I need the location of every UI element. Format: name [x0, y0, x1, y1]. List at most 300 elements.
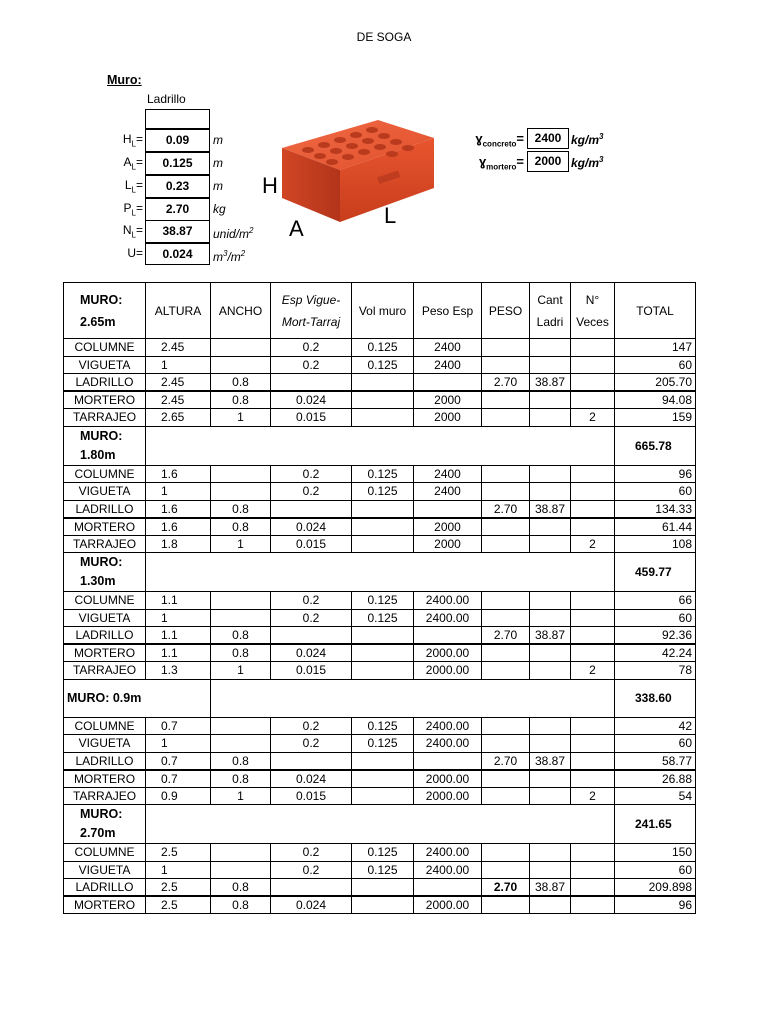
- table-cell: 2400: [414, 356, 482, 374]
- table-cell: 2: [571, 787, 615, 805]
- table-cell: [482, 409, 530, 427]
- table-cell: 0.8: [211, 644, 271, 662]
- table-cell: TARRAJEO: [64, 535, 146, 553]
- table-cell: [482, 717, 530, 735]
- header-peso: PESO: [482, 283, 530, 339]
- table-cell: [352, 644, 414, 662]
- table-cell: 0.8: [211, 770, 271, 788]
- ladrillo-label: Ladrillo: [147, 92, 186, 106]
- table-cell: 0.2: [271, 717, 352, 735]
- table-cell: [352, 627, 414, 645]
- table-cell: VIGUETA: [64, 735, 146, 753]
- table-cell: [571, 644, 615, 662]
- table-row: [64, 896, 696, 914]
- table-cell: 1: [146, 861, 211, 879]
- table-cell: 2400: [414, 483, 482, 501]
- section-header-row: [64, 805, 696, 844]
- table-cell: [352, 752, 414, 770]
- param-value: 0.23: [145, 175, 210, 198]
- table-cell: 2000: [414, 409, 482, 427]
- table-cell: [571, 356, 615, 374]
- table-cell: 2.70: [482, 374, 530, 392]
- table-cell: 134.33: [615, 500, 696, 518]
- table-cell: 0.125: [352, 465, 414, 483]
- table-cell: 2.5: [146, 844, 211, 862]
- table-cell: 2.45: [146, 339, 211, 357]
- table-row: [64, 844, 696, 862]
- table-cell: [571, 500, 615, 518]
- table-row: [64, 518, 696, 536]
- table-cell: 60: [615, 861, 696, 879]
- table-cell: 0.8: [211, 752, 271, 770]
- muro-label: Muro:: [107, 73, 142, 87]
- table-cell: VIGUETA: [64, 483, 146, 501]
- table-cell: 0.7: [146, 752, 211, 770]
- table-cell: [352, 896, 414, 914]
- table-cell: [414, 627, 482, 645]
- header-espesor: Esp Vigue-Mort-Tarraj: [271, 283, 352, 339]
- table-cell: 2.70: [482, 879, 530, 897]
- density-unit: $kg/m^3$: [571, 132, 604, 147]
- table-cell: 0.125: [352, 356, 414, 374]
- table-cell: [571, 752, 615, 770]
- table-cell: [571, 627, 615, 645]
- table-cell: LADRILLO: [64, 374, 146, 392]
- density-value: 2000: [527, 151, 569, 172]
- table-cell: 150: [615, 844, 696, 862]
- section-spacer: [146, 805, 615, 844]
- table-cell: [530, 592, 571, 610]
- table-cell: 2000.00: [414, 662, 482, 680]
- param-label: $L_L=$: [124, 178, 143, 195]
- table-cell: 38.87: [530, 500, 571, 518]
- table-cell: 2000: [414, 391, 482, 409]
- table-cell: 0.2: [271, 609, 352, 627]
- param-label: U=: [127, 246, 143, 260]
- table-cell: [414, 500, 482, 518]
- brick-dim-a: A: [289, 216, 304, 241]
- table-cell: [271, 752, 352, 770]
- table-cell: [211, 717, 271, 735]
- table-cell: [352, 518, 414, 536]
- param-label: $A_L=$: [123, 155, 143, 172]
- param-label: $H_L=$: [122, 132, 143, 149]
- table-cell: [530, 356, 571, 374]
- table-cell: 0.7: [146, 770, 211, 788]
- table-row: [64, 374, 696, 392]
- table-cell: [530, 662, 571, 680]
- table-cell: 2.70: [482, 500, 530, 518]
- table-cell: 42: [615, 717, 696, 735]
- table-cell: 1: [211, 535, 271, 553]
- table-row: [64, 644, 696, 662]
- header-muro: MURO: 2.65m: [64, 283, 146, 339]
- table-cell: 205.70: [615, 374, 696, 392]
- table-cell: 0.2: [271, 339, 352, 357]
- table-row: [64, 627, 696, 645]
- section-spacer: [146, 553, 615, 592]
- table-row: [64, 861, 696, 879]
- table-cell: 2400.00: [414, 592, 482, 610]
- table-cell: [211, 592, 271, 610]
- table-cell: [482, 356, 530, 374]
- table-cell: 60: [615, 356, 696, 374]
- table-cell: [414, 752, 482, 770]
- table-cell: 0.024: [271, 770, 352, 788]
- table-cell: 0.7: [146, 717, 211, 735]
- density-label: ɣ$_{concreto}$=: [475, 131, 524, 149]
- table-cell: [352, 662, 414, 680]
- param-value: 0.09: [145, 129, 210, 152]
- table-cell: [571, 879, 615, 897]
- table-cell: [271, 879, 352, 897]
- table-cell: 1.1: [146, 592, 211, 610]
- table-cell: VIGUETA: [64, 609, 146, 627]
- table-cell: [482, 483, 530, 501]
- table-cell: [482, 391, 530, 409]
- table-cell: 58.77: [615, 752, 696, 770]
- table-cell: [271, 627, 352, 645]
- table-cell: LADRILLO: [64, 752, 146, 770]
- table-cell: [482, 644, 530, 662]
- param-unit: m: [213, 156, 223, 170]
- section-label: MURO: 1.80m: [64, 426, 146, 465]
- table-cell: [482, 592, 530, 610]
- table-cell: MORTERO: [64, 896, 146, 914]
- section-header-row: [64, 553, 696, 592]
- table-cell: 0.125: [352, 717, 414, 735]
- table-cell: 61.44: [615, 518, 696, 536]
- table-cell: 26.88: [615, 770, 696, 788]
- table-cell: [482, 535, 530, 553]
- table-cell: 2: [571, 409, 615, 427]
- page-title: DE SOGA: [356, 30, 412, 44]
- table-cell: [352, 391, 414, 409]
- section-label: MURO: 2.70m: [64, 805, 146, 844]
- section-total: 665.78: [615, 426, 696, 465]
- table-cell: [352, 787, 414, 805]
- section-header-row: [64, 426, 696, 465]
- table-cell: [414, 879, 482, 897]
- param-unit: m: [213, 133, 223, 147]
- table-cell: 1: [146, 483, 211, 501]
- table-cell: 0.125: [352, 844, 414, 862]
- table-cell: 60: [615, 483, 696, 501]
- table-cell: 1.1: [146, 627, 211, 645]
- table-cell: 0.024: [271, 391, 352, 409]
- table-cell: COLUMNE: [64, 592, 146, 610]
- table-cell: 2.70: [482, 627, 530, 645]
- section-spacer: [211, 679, 615, 717]
- table-cell: 209.898: [615, 879, 696, 897]
- density-unit: $kg/m^3$: [571, 155, 604, 170]
- table-cell: 2400.00: [414, 844, 482, 862]
- brick-icon: [278, 118, 438, 228]
- table-cell: [530, 609, 571, 627]
- table-cell: 0.8: [211, 879, 271, 897]
- table-header: [64, 283, 696, 339]
- header-altura: ALTURA: [146, 283, 211, 339]
- table-cell: 2000: [414, 518, 482, 536]
- table-cell: [530, 896, 571, 914]
- param-unit: unid/$m^2$: [213, 226, 254, 241]
- table-cell: LADRILLO: [64, 500, 146, 518]
- table-cell: 1: [211, 662, 271, 680]
- table-row: [64, 465, 696, 483]
- table-cell: 1: [211, 409, 271, 427]
- table-cell: 94.08: [615, 391, 696, 409]
- table-cell: 1.3: [146, 662, 211, 680]
- table-cell: 1.6: [146, 465, 211, 483]
- table-cell: 108: [615, 535, 696, 553]
- table-cell: [571, 391, 615, 409]
- table-cell: [211, 356, 271, 374]
- table-cell: [530, 518, 571, 536]
- table-cell: [530, 465, 571, 483]
- table-cell: 38.87: [530, 752, 571, 770]
- table-cell: 0.2: [271, 465, 352, 483]
- density-label: ɣ$_{mortero}$=: [478, 154, 524, 172]
- table-cell: 0.2: [271, 483, 352, 501]
- table-cell: [211, 609, 271, 627]
- section-total: 338.60: [615, 679, 696, 717]
- table-cell: [211, 861, 271, 879]
- table-cell: [571, 465, 615, 483]
- table-row: [64, 391, 696, 409]
- table-cell: 2000.00: [414, 770, 482, 788]
- table-cell: 1: [146, 735, 211, 753]
- table-cell: MORTERO: [64, 391, 146, 409]
- table-cell: 0.8: [211, 374, 271, 392]
- table-cell: LADRILLO: [64, 879, 146, 897]
- table-cell: [571, 844, 615, 862]
- table-cell: [482, 861, 530, 879]
- table-cell: 2.5: [146, 896, 211, 914]
- table-cell: [530, 787, 571, 805]
- table-cell: TARRAJEO: [64, 787, 146, 805]
- table-row: [64, 879, 696, 897]
- table-cell: [530, 717, 571, 735]
- table-cell: [482, 787, 530, 805]
- table-cell: [571, 861, 615, 879]
- param-unit: $m^3/m^2$: [213, 249, 246, 264]
- table-cell: [530, 735, 571, 753]
- table-cell: MORTERO: [64, 644, 146, 662]
- table-cell: 0.2: [271, 844, 352, 862]
- table-row: [64, 483, 696, 501]
- table-cell: [482, 518, 530, 536]
- table-cell: 0.8: [211, 391, 271, 409]
- param-value: 2.70: [145, 198, 210, 221]
- table-cell: TARRAJEO: [64, 409, 146, 427]
- table-cell: 96: [615, 465, 696, 483]
- table-cell: 0.024: [271, 518, 352, 536]
- table-cell: [482, 770, 530, 788]
- brick-dim-h: H: [262, 173, 278, 198]
- table-cell: 0.125: [352, 483, 414, 501]
- table-cell: [571, 896, 615, 914]
- table-cell: 2.45: [146, 391, 211, 409]
- section-label: MURO: 1.30m: [64, 553, 146, 592]
- table-cell: [482, 465, 530, 483]
- table-cell: [530, 644, 571, 662]
- table-cell: 92.36: [615, 627, 696, 645]
- table-cell: COLUMNE: [64, 717, 146, 735]
- table-cell: 2000.00: [414, 787, 482, 805]
- table-cell: 0.015: [271, 787, 352, 805]
- table-cell: 0.024: [271, 644, 352, 662]
- table-cell: [571, 717, 615, 735]
- table-cell: 0.125: [352, 339, 414, 357]
- table-cell: [352, 409, 414, 427]
- table-cell: MORTERO: [64, 770, 146, 788]
- table-cell: [571, 770, 615, 788]
- table-row: [64, 409, 696, 427]
- table-cell: 0.125: [352, 592, 414, 610]
- table-cell: [571, 735, 615, 753]
- table-cell: 1.8: [146, 535, 211, 553]
- table-row: [64, 500, 696, 518]
- param-unit: m: [213, 179, 223, 193]
- table-cell: [482, 609, 530, 627]
- table-cell: [530, 770, 571, 788]
- table-cell: VIGUETA: [64, 356, 146, 374]
- table-cell: [211, 844, 271, 862]
- table-cell: VIGUETA: [64, 861, 146, 879]
- table-cell: 0.024: [271, 896, 352, 914]
- table-cell: 1: [146, 609, 211, 627]
- table-cell: 2: [571, 662, 615, 680]
- table-row: [64, 752, 696, 770]
- table-cell: 0.2: [271, 356, 352, 374]
- param-value: 38.87: [145, 220, 210, 243]
- table-cell: 78: [615, 662, 696, 680]
- table-cell: [482, 896, 530, 914]
- table-cell: 147: [615, 339, 696, 357]
- table-cell: [211, 339, 271, 357]
- table-cell: 0.8: [211, 500, 271, 518]
- table-cell: COLUMNE: [64, 844, 146, 862]
- param-value: 0.125: [145, 152, 210, 175]
- table-cell: 0.015: [271, 409, 352, 427]
- table-cell: TARRAJEO: [64, 662, 146, 680]
- table-row: [64, 735, 696, 753]
- table-cell: [352, 535, 414, 553]
- section-header-row: [64, 679, 696, 717]
- table-row: [64, 592, 696, 610]
- brick-dim-l: L: [384, 203, 397, 228]
- table-cell: [271, 374, 352, 392]
- table-cell: 0.2: [271, 592, 352, 610]
- table-cell: 42.24: [615, 644, 696, 662]
- table-cell: LADRILLO: [64, 627, 146, 645]
- table-cell: [571, 518, 615, 536]
- table-cell: 0.125: [352, 735, 414, 753]
- table-cell: 2: [571, 535, 615, 553]
- table-cell: 38.87: [530, 374, 571, 392]
- table-cell: 1.1: [146, 644, 211, 662]
- table-cell: 0.125: [352, 861, 414, 879]
- header-vol-muro: Vol muro: [352, 283, 414, 339]
- table-cell: COLUMNE: [64, 339, 146, 357]
- section-total: 241.65: [615, 805, 696, 844]
- header-cant-ladri: Cant Ladri: [530, 283, 571, 339]
- table-cell: 38.87: [530, 627, 571, 645]
- table-cell: 2400.00: [414, 717, 482, 735]
- table-cell: 96: [615, 896, 696, 914]
- table-cell: [571, 609, 615, 627]
- table-cell: [530, 844, 571, 862]
- table-cell: 2400.00: [414, 735, 482, 753]
- table-cell: COLUMNE: [64, 465, 146, 483]
- table-cell: 159: [615, 409, 696, 427]
- table-cell: [530, 861, 571, 879]
- table-cell: 60: [615, 735, 696, 753]
- table-cell: [352, 879, 414, 897]
- table-cell: [482, 844, 530, 862]
- table-cell: 1: [146, 356, 211, 374]
- table-cell: 0.8: [211, 518, 271, 536]
- table-cell: 66: [615, 592, 696, 610]
- table-cell: 2000.00: [414, 896, 482, 914]
- table-cell: [530, 339, 571, 357]
- header-total: TOTAL: [615, 283, 696, 339]
- density-value: 2400: [527, 128, 569, 149]
- param-label: $P_L=$: [123, 201, 143, 218]
- table-row: [64, 662, 696, 680]
- table-cell: [211, 735, 271, 753]
- table-cell: [211, 465, 271, 483]
- table-row: [64, 717, 696, 735]
- table-cell: [571, 339, 615, 357]
- header-ancho: ANCHO: [211, 283, 271, 339]
- table-cell: [530, 391, 571, 409]
- table-cell: [352, 770, 414, 788]
- header-peso-esp: Peso Esp: [414, 283, 482, 339]
- table-cell: 54: [615, 787, 696, 805]
- section-total: 459.77: [615, 553, 696, 592]
- table-row: [64, 609, 696, 627]
- table-cell: 2.5: [146, 879, 211, 897]
- header-n-veces: N° Veces: [571, 283, 615, 339]
- table-cell: [530, 483, 571, 501]
- table-cell: [482, 339, 530, 357]
- table-cell: 0.2: [271, 735, 352, 753]
- table-row: [64, 770, 696, 788]
- param-label: $N_L=$: [122, 223, 143, 240]
- table-cell: [482, 662, 530, 680]
- table-cell: 2000: [414, 535, 482, 553]
- table-cell: 0.2: [271, 861, 352, 879]
- table-cell: [571, 592, 615, 610]
- table-cell: [482, 735, 530, 753]
- table-row: [64, 356, 696, 374]
- table-cell: 2400: [414, 465, 482, 483]
- table-cell: 38.87: [530, 879, 571, 897]
- table-cell: 2.65: [146, 409, 211, 427]
- section-spacer: [146, 426, 615, 465]
- table-cell: [530, 535, 571, 553]
- table-cell: 2400.00: [414, 861, 482, 879]
- table-cell: [571, 374, 615, 392]
- table-cell: 0.015: [271, 535, 352, 553]
- table-row: [64, 339, 696, 357]
- table-cell: MORTERO: [64, 518, 146, 536]
- param-value: 0.024: [145, 243, 210, 265]
- table-cell: [352, 500, 414, 518]
- table-cell: 0.8: [211, 627, 271, 645]
- table-cell: 1: [211, 787, 271, 805]
